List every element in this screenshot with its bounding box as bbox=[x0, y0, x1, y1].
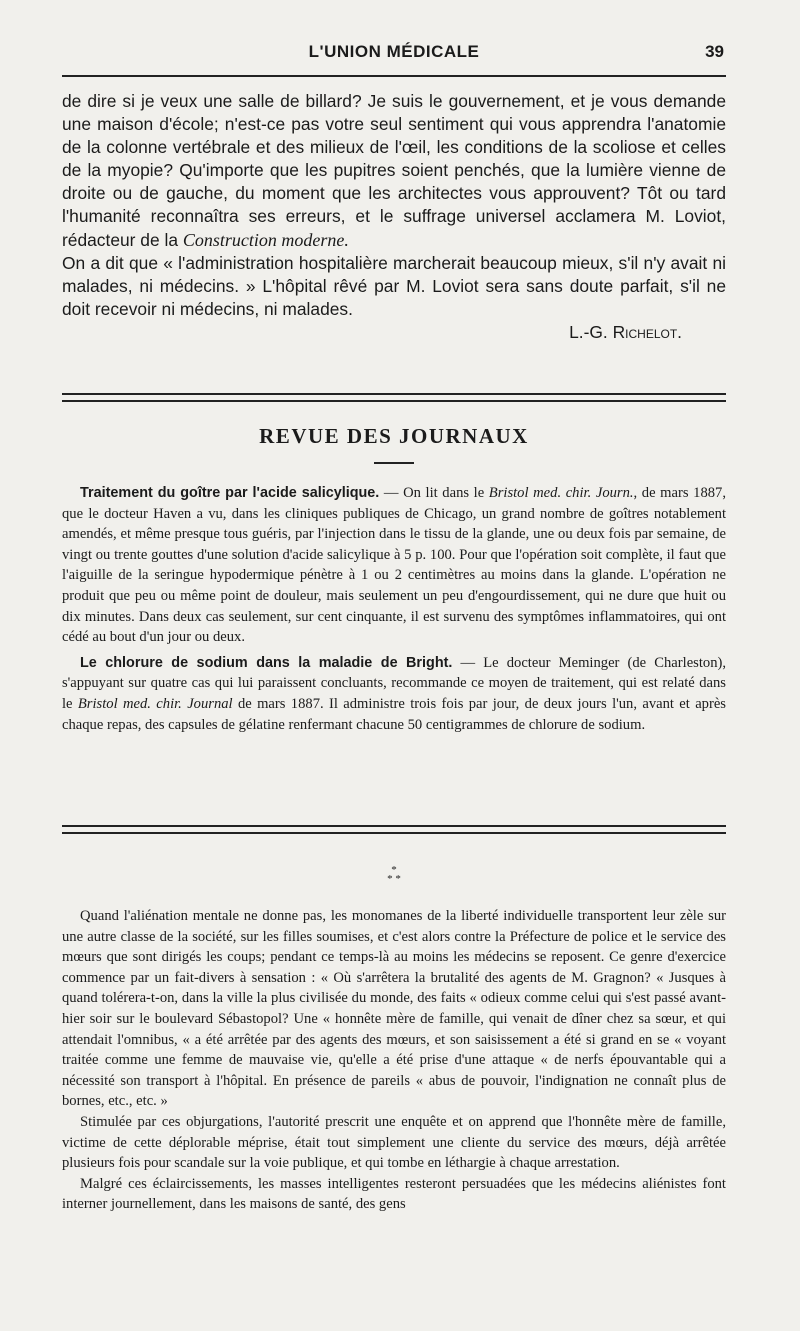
journal-title: L'UNION MÉDICALE bbox=[308, 42, 480, 61]
review-item bbox=[62, 653, 726, 735]
review-text: — On lit dans le bbox=[379, 485, 489, 501]
section-divider bbox=[62, 393, 726, 402]
author-name: L.-G. Richelot. bbox=[569, 321, 682, 342]
review-heading: Le chlorure de sodium dans la maladie de Bright. bbox=[80, 654, 453, 671]
chronicle bbox=[62, 906, 726, 1215]
review-text: , de mars 1887, que le docteur Haven a vu, dans les cliniques publiques de Chicago, un grand nombre de goîtres notablement amendés, et même presque tous guéris, par l'injection dans le tissu de la glande, une ou deux fois par semaine, de vingt ou trente gouttes d'une solution d'acide salicylique à 5 p. 100. Pour que l'opération soit complète, il faut que l'aiguille de la seringue hypodermique pénètre à 1 ou 2 centimètres au moins dans la glande. L'opération ne produit que peu ou même point de douleur, mais seulement un peu d'engourdissement, qui ne dure que huit ou dix minutes. Dans deux cas seulement, sur cent cinquante, il est survenu des symptômes inflammatoires, qui ont cédé au bout d'un jour ou deux. bbox=[62, 485, 726, 646]
chronicle-paragraph: Malgré ces éclaircissements, les masses intelligentes resteront persuadées que les médecins aliénistes font interner journellement, dans les maisons de santé, des gens bbox=[62, 1175, 726, 1213]
article-paragraph: On a dit que « l'administration hospitalière marcherait beaucoup mieux, s'il n'y avait ni malades, ni médecins. » L'hôpital rêvé par M. Loviot sera sans doute parfait, s'il ne doit recevoir ni médecins, ni malades. bbox=[62, 252, 726, 319]
review-heading: Traitement du goître par l'acide salicylique. bbox=[80, 485, 380, 501]
header-rule bbox=[62, 75, 726, 77]
chronicle-paragraph: Stimulée par ces objurgations, l'autorité prescrit une enquête et on apprend que l'honnête mère de famille, victime de cette déplorable méprise, était tout simplement une cliente du service des mœurs, déjà arrêtée plusieurs fois pour scandale sur la voie publique, et qui tombe en léthargie à chaque arrestation. bbox=[62, 1113, 726, 1172]
author-signature bbox=[62, 321, 726, 344]
source-title: Bristol med. chir. Journ. bbox=[488, 485, 634, 501]
section-title: REVUE DES JOURNAUX bbox=[259, 424, 529, 448]
running-head bbox=[60, 42, 728, 72]
article-paragraph-text: de dire si je veux une salle de billard? Je suis le gouvernement, et je vous demande une maison d'école; n'est-ce pas votre seul sentiment qui vous apprendra l'anatomie de la colonne vertébrale et des milieux de l'œil, les conditions de la scoliose et celles de la myopie? Qu'importe que les pupitres soient penchés, que la lumière vienne de droite ou de gauche, du moment que les architectes vous approuvent? Tôt ou tard l'humanité reconnaîtra ses erreurs, et le suffrage universel acclamera M. Loviot, rédacteur de la bbox=[62, 91, 726, 250]
publication-title: Construction moderne. bbox=[182, 229, 349, 250]
asterism-divider bbox=[374, 866, 414, 884]
asterism-top: * bbox=[391, 864, 397, 876]
review-text: de mars 1887. Il administre trois fois par jour, de deux jours l'un, avant et après chaque repas, des capsules de gélatine renfermant chacune 50 centigrammes de chlorure de sodium. bbox=[62, 695, 726, 733]
title-underline bbox=[374, 462, 414, 464]
page-number: 39 bbox=[705, 42, 724, 61]
review-text: — Le docteur Meminger (de Charleston), s'appuyant sur quatre cas qui lui paraissent concluants, recommande ce moyen de traitement, qui est relaté dans le bbox=[62, 654, 727, 712]
article-conclusion bbox=[62, 90, 726, 344]
chronicle-paragraph: Quand l'aliénation mentale ne donne pas, les monomanes de la liberté individuelle transportent leur zèle sur une autre classe de la société, sur les filles soumises, et c'est alors contre la Préfecture de police et le service des mœurs que sont dirigés les coups; pendant ce temps-là au moins les médecins se reposent. Ce genre d'exercice commence par un fait-divers à sensation : « Où s'arrêtera la brutalité des agents de M. Gragnon? « Jusques à quand tolérera-t-on, dans la ville la plus civilisée du monde, des faits « odieux comme celui qui s'est passé avant-hier soir sur le boulevard Sébastopol? Une « honnête mère de famille, qui venait de dîner chez sa sœur, et qui attendait l'omnibus, « a été arrêtée par des agents des mœurs, et son saisissement a été si grand en se « voyant traitée comme une femme de mauvaise vie, qu'elle a été prise d'une attaque « de nerfs épouvantable qui a nécessité son transport à l'hôpital. En présence de pareils « abus de pouvoir, l'indignation ne connaît plus de bornes, etc., etc. » bbox=[62, 908, 726, 1110]
asterism-bottom: * * bbox=[387, 873, 401, 885]
journal-review bbox=[62, 483, 726, 740]
article-paragraph bbox=[62, 90, 726, 252]
section-divider bbox=[62, 825, 726, 834]
source-title: Bristol med. chir. Journal bbox=[77, 695, 233, 712]
review-item bbox=[62, 483, 726, 648]
